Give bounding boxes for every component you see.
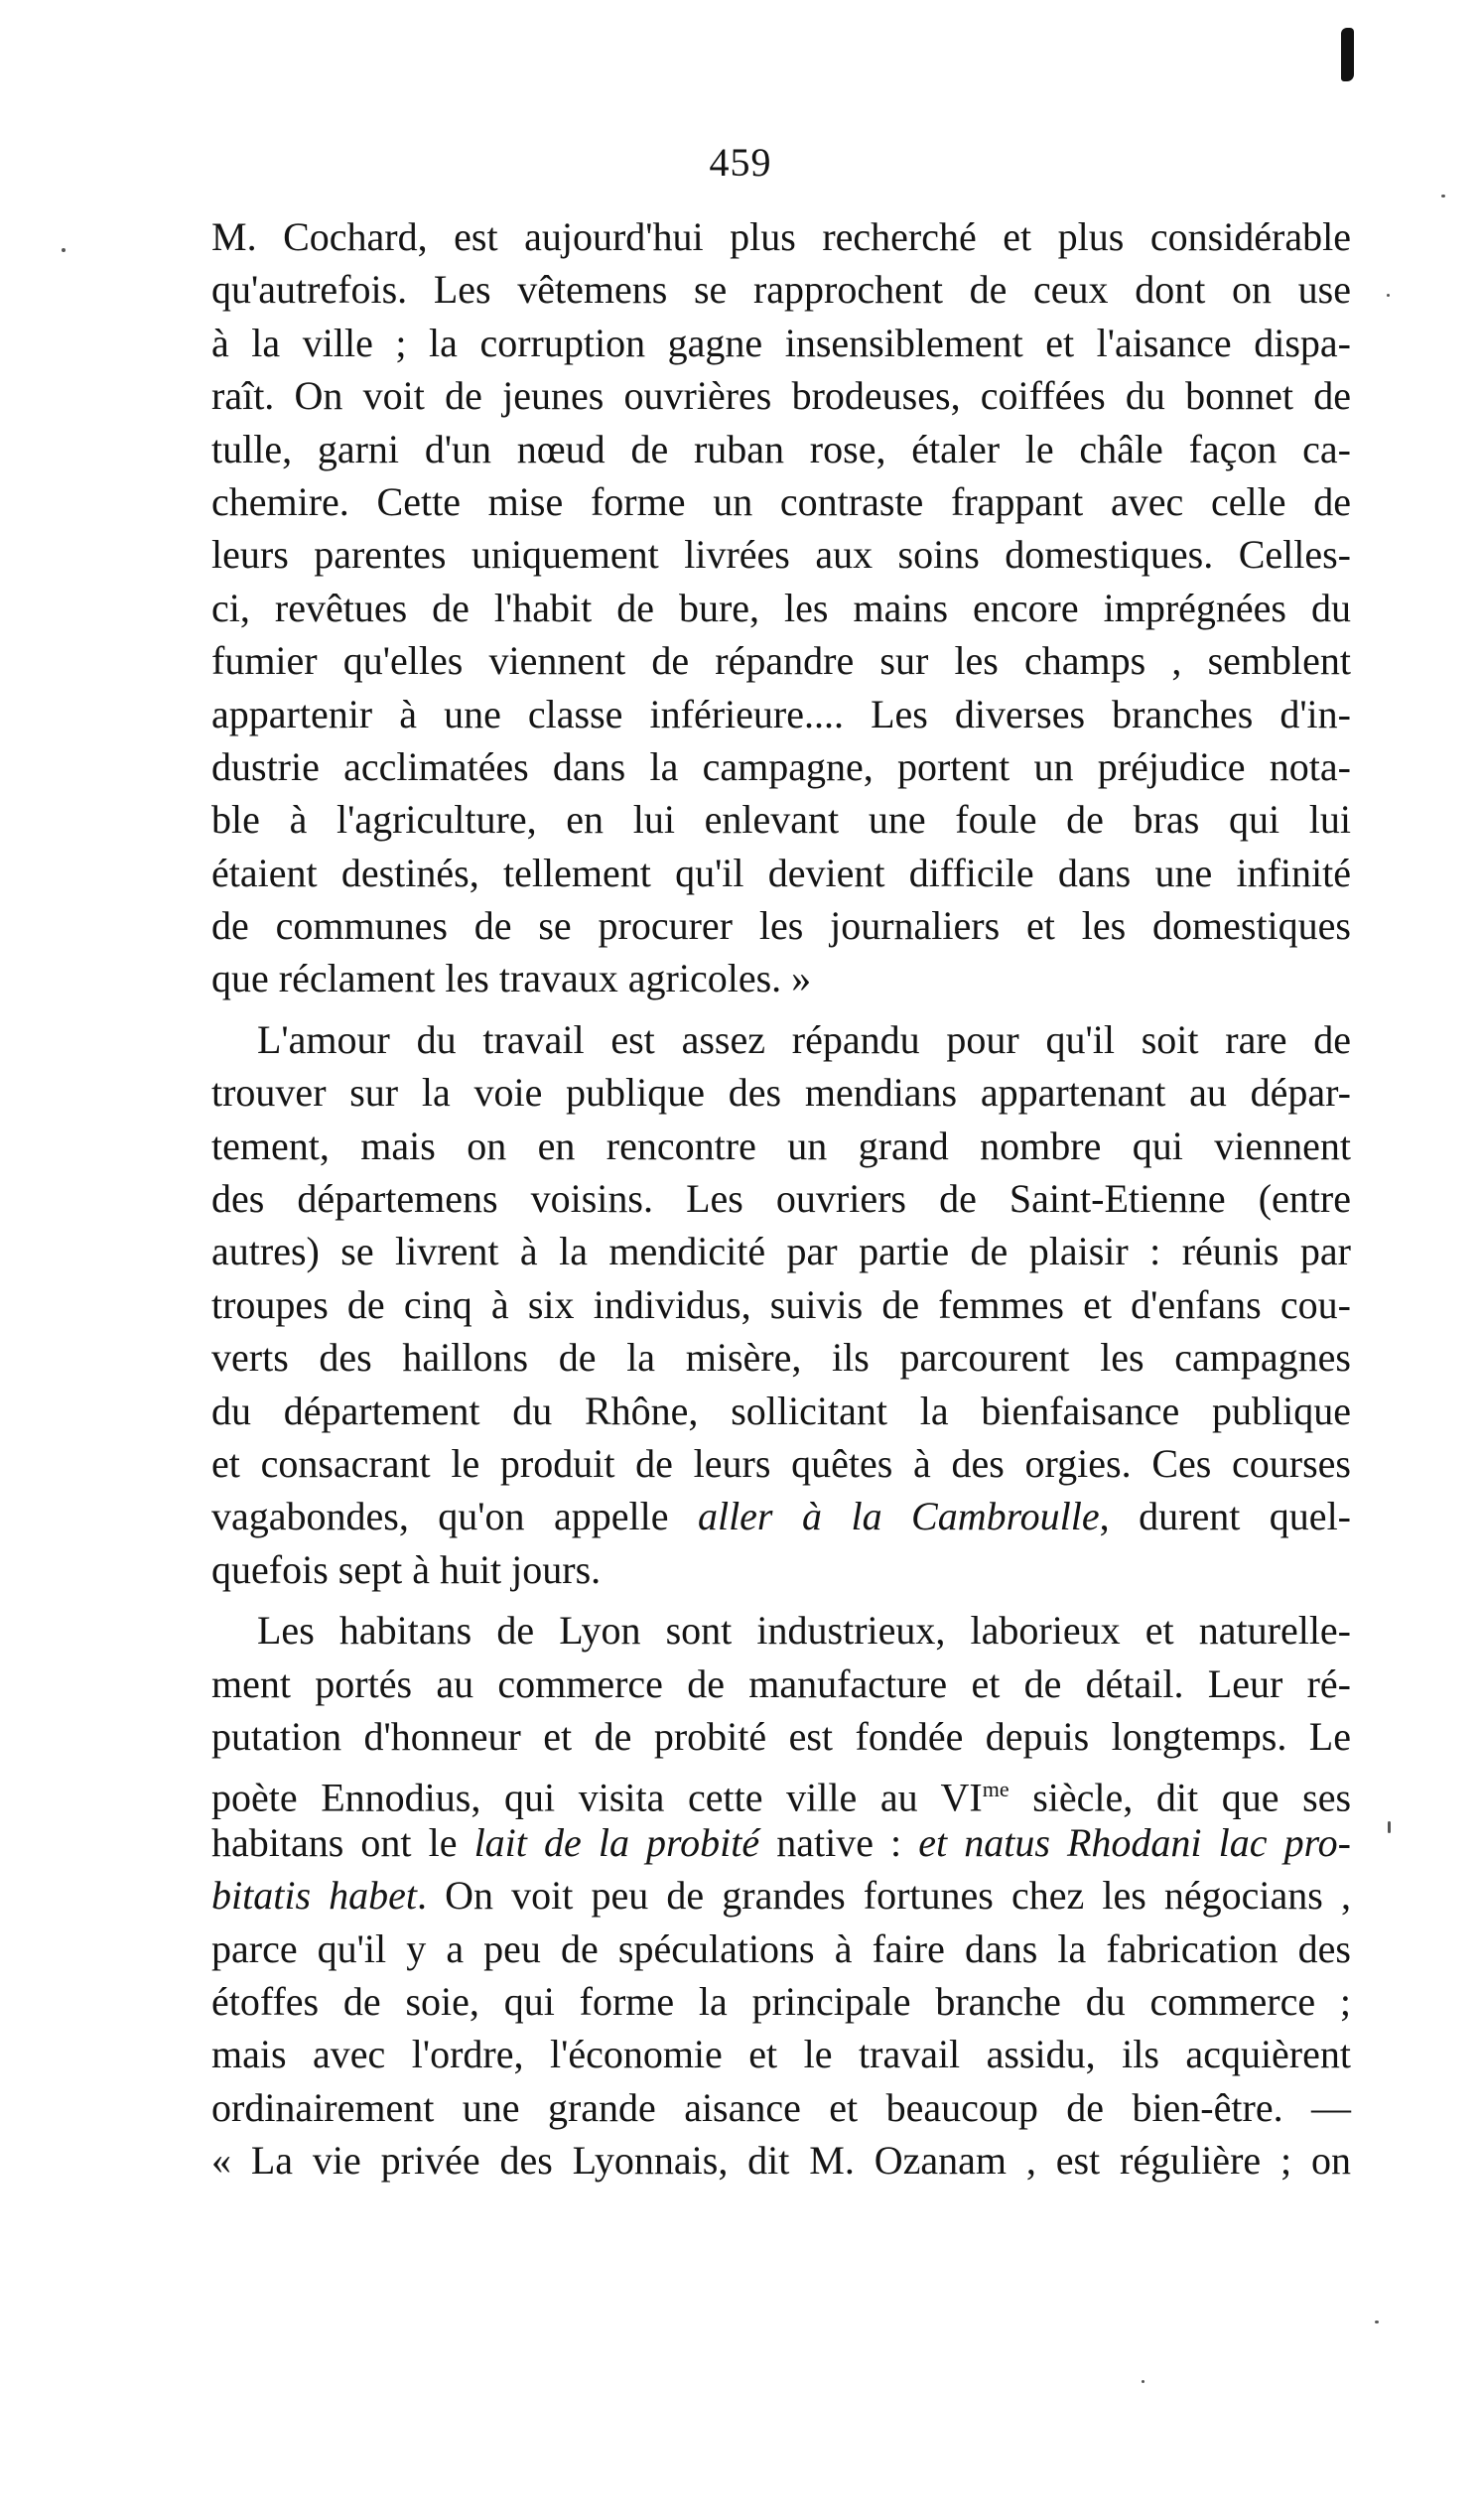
text-line: ment portés au commerce de manufacture et de détail. Leur ré- [211,1660,1351,1706]
text-line-with-italic [211,1869,1351,1922]
paragraph-2 [211,1013,1351,1596]
text-line: Les habitans de Lyon sont industrieux, laborieux et naturelle- [257,1608,1351,1654]
text-line: L'amour du travail est assez répandu pour qu'il soit rare de [257,1016,1351,1062]
text-line: quefois sept à huit jours. [211,1546,602,1592]
paragraph-3 [211,1604,1351,2187]
paper-speck [1375,2321,1379,2323]
text-line: ordinairement une grande aisance et beaucoup de bien-être. — [211,2084,1351,2130]
italic-phrase: lait de la probité [473,1819,760,1865]
text-line: parce qu'il y a peu de spéculations à faire dans la fabrication des [211,1925,1351,1971]
text-line: de communes de se procurer les journaliers et les domestiques [211,903,1351,949]
text-line: autres) se livrent à la mendicité par partie de plaisir : réunis par [211,1229,1351,1274]
text-line-with-superscript [211,1763,1352,1820]
text-line: dustrie acclimatées dans la campagne, portent un préjudice nota- [211,743,1351,789]
text-line: appartenir à une classe inférieure.... Les diverses branches d'in- [211,691,1351,736]
text-line: mais avec l'ordre, l'économie et le travail assidu, ils acquièrent [211,2032,1351,2077]
paper-speck [62,248,66,252]
italic-phrase: bitatis habet [211,1873,418,1919]
text-line-with-italic [211,1490,1351,1542]
text-run: siècle, dit que ses [1009,1775,1352,1820]
text-line: verts des haillons de la misère, ils parcourent les campagnes [211,1335,1351,1381]
text-run: vagabondes, qu'on appelle [211,1494,698,1539]
text-line: étaient destinés, tellement qu'il devient difficile dans une infinité [211,850,1351,895]
text-line: des départemens voisins. Les ouvriers de Saint-Etienne (entre [211,1176,1351,1222]
text-line: étoffes de soie, qui forme la principale branche du commerce ; [211,1978,1351,2024]
text-line: trouver sur la voie publique des mendians appartenant au dépar- [211,1070,1351,1116]
text-line: M. Cochard, est aujourd'hui plus recherché et plus considérable [211,214,1351,259]
page-number: 459 [709,140,772,185]
text-line: putation d'honneur et de probité est fondée depuis longtemps. Le [211,1713,1351,1759]
text-line: raît. On voit de jeunes ouvrières brodeuses, coiffées du bonnet de [211,373,1351,419]
paragraph-1 [211,210,1351,1005]
text-line: et consacrant le produit de leurs quêtes à des orgies. Ces courses [211,1440,1351,1486]
paper-speck [1142,2380,1144,2383]
text-line: chemire. Cette mise forme un contraste frappant avec celle de [211,478,1351,524]
text-line: ble à l'agriculture, en lui enlevant une foule de bras qui lui [211,797,1351,843]
ink-blot-mark [1341,28,1354,81]
text-line-with-italic [211,1816,1351,1869]
text-run: poète Ennodius, qui visita cette ville au VI [211,1775,983,1820]
text-run: , durent quel- [1099,1494,1351,1539]
text-line: que réclament les travaux agricoles. » [211,956,812,1001]
text-line: tulle, garni d'un nœud de ruban rose, étaler le châle façon ca- [211,426,1351,471]
text-line: qu'autrefois. Les vêtemens se rapprochent de ceux dont on use [211,267,1351,313]
text-line: ci, revêtues de l'habit de bure, les mains encore imprégnées du [211,585,1351,630]
paper-speck [1387,294,1390,297]
text-line: fumier qu'elles viennent de répandre sur les champs , semblent [211,638,1351,684]
paper-speck [1388,1821,1391,1833]
text-line: « La vie privée des Lyonnais, dit M. Ozanam , est régulière ; on [211,2138,1351,2184]
superscript: me [982,1777,1010,1802]
text-run: habitans ont le [211,1819,474,1865]
text-run: native : [759,1819,919,1865]
text-run: . On voit peu de grandes fortunes chez les négocians , [417,1873,1351,1919]
paper-speck [1441,195,1445,198]
text-line: du département du Rhône, sollicitant la bienfaisance publique [211,1388,1351,1433]
body-text [211,210,1351,2187]
italic-phrase: et natus Rhodani lac pro- [918,1819,1351,1865]
text-line: troupes de cinq à six individus, suivis de femmes et d'enfans cou- [211,1281,1351,1327]
text-line: à la ville ; la corruption gagne insensiblement et l'aisance dispa- [211,320,1351,365]
italic-phrase: aller à la Cambroulle [697,1494,1100,1539]
text-line: leurs parentes uniquement livrées aux soins domestiques. Celles- [211,532,1351,578]
text-line: tement, mais on en rencontre un grand nombre qui viennent [211,1123,1351,1168]
